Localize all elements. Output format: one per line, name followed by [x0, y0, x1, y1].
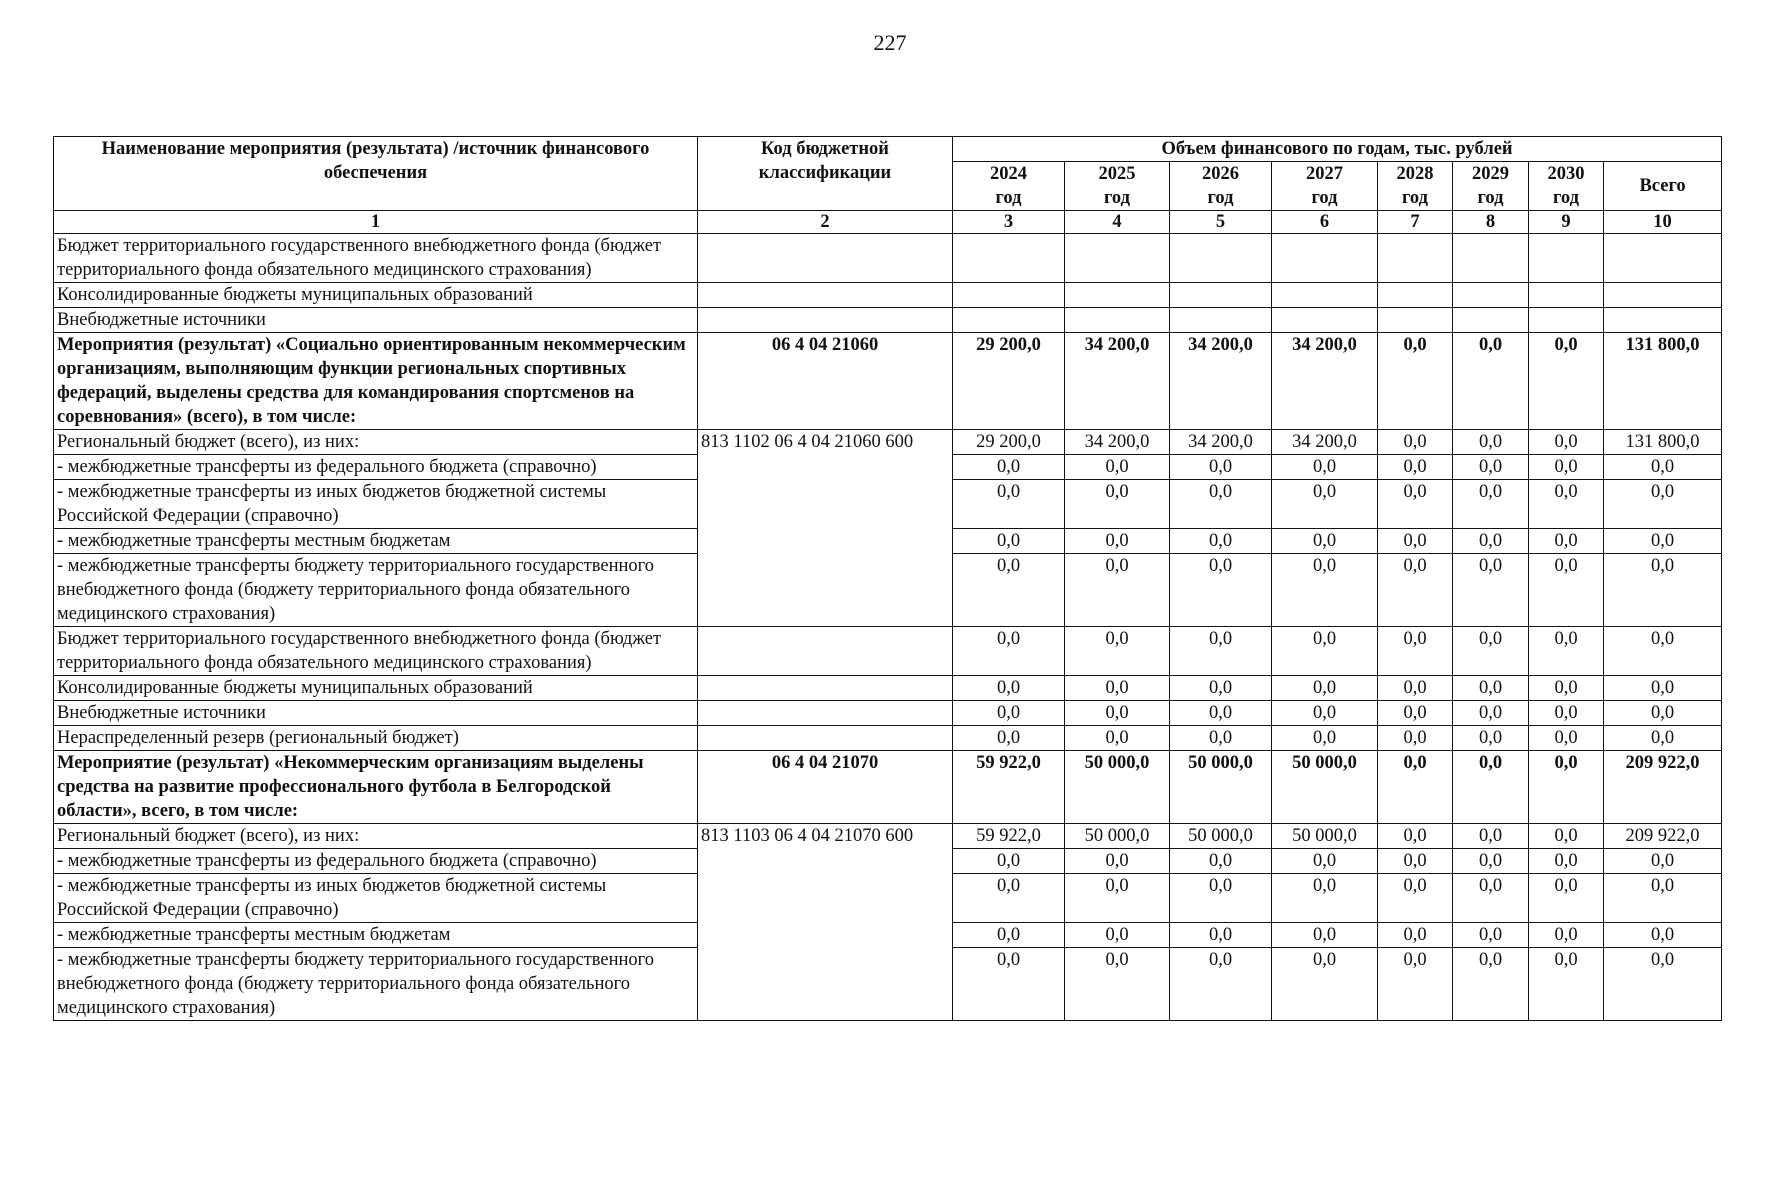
- year-value: 0,0: [1065, 726, 1170, 751]
- row-name: - межбюджетные трансферты из иных бюджетов бюджетной системы Российской Федерации (справочно): [54, 480, 698, 529]
- year-value: 34 200,0: [1170, 333, 1272, 430]
- year-value: 0,0: [1065, 874, 1170, 923]
- year-value: 0,0: [953, 627, 1065, 676]
- year-value: 0,0: [1378, 480, 1453, 529]
- budget-code: [698, 701, 953, 726]
- year-value: [1272, 283, 1378, 308]
- row-name: - межбюджетные трансферты бюджету территориального государственного внебюджетного фонда (бюджету территориального фонда обязательного медицинского страхования): [54, 554, 698, 627]
- header-name: Наименование мероприятия (результата) /источник финансового обеспечения: [54, 137, 698, 211]
- year-value: 0,0: [1170, 948, 1272, 1021]
- year-value: [1529, 283, 1604, 308]
- table-row: [54, 824, 1722, 849]
- year-value: 0,0: [1453, 480, 1529, 529]
- year-value: [1065, 283, 1170, 308]
- year-value: 0,0: [1272, 627, 1378, 676]
- year-value: 0,0: [1529, 430, 1604, 455]
- year-value: [1453, 234, 1529, 283]
- row-name: Консолидированные бюджеты муниципальных образований: [54, 283, 698, 308]
- year-value: [1065, 234, 1170, 283]
- year-value: 0,0: [1065, 529, 1170, 554]
- year-value: 0,0: [1170, 480, 1272, 529]
- year-value: 0,0: [1272, 923, 1378, 948]
- year-value: 0,0: [1272, 701, 1378, 726]
- year-value: 50 000,0: [1272, 824, 1378, 849]
- year-value: 0,0: [953, 554, 1065, 627]
- total-value: 0,0: [1604, 455, 1722, 480]
- column-index: 6: [1272, 211, 1378, 234]
- row-name: Региональный бюджет (всего), из них:: [54, 824, 698, 849]
- year-value: 0,0: [1170, 701, 1272, 726]
- year-value: 0,0: [1378, 627, 1453, 676]
- year-value: 0,0: [1378, 751, 1453, 824]
- year-value: 0,0: [1529, 923, 1604, 948]
- table-header: [54, 137, 1722, 234]
- column-index: 8: [1453, 211, 1529, 234]
- year-value: [1378, 283, 1453, 308]
- year-value: 0,0: [953, 874, 1065, 923]
- year-value: 0,0: [1378, 430, 1453, 455]
- year-value: 0,0: [1529, 948, 1604, 1021]
- total-value: [1604, 308, 1722, 333]
- year-value: 0,0: [1529, 455, 1604, 480]
- year-value: 0,0: [1272, 480, 1378, 529]
- year-value: 0,0: [1529, 333, 1604, 430]
- column-index: 1: [54, 211, 698, 234]
- year-value: 0,0: [1529, 676, 1604, 701]
- total-value: 0,0: [1604, 529, 1722, 554]
- year-value: 0,0: [1529, 824, 1604, 849]
- total-value: [1604, 234, 1722, 283]
- year-value: 0,0: [1065, 455, 1170, 480]
- year-value: 50 000,0: [1272, 751, 1378, 824]
- year-value: 34 200,0: [1272, 430, 1378, 455]
- year-value: 50 000,0: [1170, 824, 1272, 849]
- row-name: Региональный бюджет (всего), из них:: [54, 430, 698, 455]
- year-value: 0,0: [1529, 701, 1604, 726]
- year-value: 0,0: [953, 726, 1065, 751]
- column-index: 7: [1378, 211, 1453, 234]
- year-value: 0,0: [1529, 529, 1604, 554]
- total-value: 0,0: [1604, 923, 1722, 948]
- year-value: [1272, 234, 1378, 283]
- total-value: 0,0: [1604, 701, 1722, 726]
- table-row: [54, 430, 1722, 455]
- year-value: 34 200,0: [1065, 333, 1170, 430]
- budget-code: 06 4 04 21060: [698, 333, 953, 430]
- year-value: 0,0: [1453, 849, 1529, 874]
- year-value: 0,0: [1529, 874, 1604, 923]
- year-value: 0,0: [1170, 627, 1272, 676]
- year-value: 0,0: [1065, 923, 1170, 948]
- total-value: 0,0: [1604, 849, 1722, 874]
- year-value: 59 922,0: [953, 824, 1065, 849]
- total-value: 0,0: [1604, 480, 1722, 529]
- total-value: 0,0: [1604, 554, 1722, 627]
- table-row: [54, 701, 1722, 726]
- total-value: [1604, 283, 1722, 308]
- year-value: 0,0: [1453, 455, 1529, 480]
- year-value: 0,0: [953, 923, 1065, 948]
- year-value: 0,0: [1378, 923, 1453, 948]
- row-name: Бюджет территориального государственного внебюджетного фонда (бюджет территориального фонда обязательного медицинского страхования): [54, 234, 698, 283]
- row-name: Мероприятия (результат) «Социально ориентированным некоммерческим организациям, выполняющим функции региональных спортивных федераций, выделены средства для командирования спортсменов на соревнования» (всего), в том числе:: [54, 333, 698, 430]
- year-value: 0,0: [1529, 849, 1604, 874]
- table-row: [54, 333, 1722, 430]
- table-row: [54, 283, 1722, 308]
- column-index: 4: [1065, 211, 1170, 234]
- year-value: 0,0: [1453, 554, 1529, 627]
- year-value: 0,0: [1065, 948, 1170, 1021]
- page-number: 227: [873, 30, 907, 55]
- year-value: [1529, 308, 1604, 333]
- column-index: 10: [1604, 211, 1722, 234]
- year-value: 0,0: [953, 529, 1065, 554]
- year-value: 59 922,0: [953, 751, 1065, 824]
- budget-code: 06 4 04 21070: [698, 751, 953, 824]
- year-value: 0,0: [1170, 726, 1272, 751]
- year-value: [953, 234, 1065, 283]
- row-name: Внебюджетные источники: [54, 308, 698, 333]
- year-value: 0,0: [1453, 333, 1529, 430]
- budget-code: 813 1103 06 4 04 21070 600: [698, 824, 953, 1021]
- header-year: 2029 год: [1453, 162, 1529, 211]
- table-row: [54, 308, 1722, 333]
- year-value: 0,0: [1529, 726, 1604, 751]
- row-name: - межбюджетные трансферты местным бюджетам: [54, 529, 698, 554]
- table-row: [54, 751, 1722, 824]
- row-name: Нераспределенный резерв (региональный бюджет): [54, 726, 698, 751]
- year-value: 0,0: [1170, 923, 1272, 948]
- table-row: [54, 627, 1722, 676]
- table-body: [54, 234, 1722, 1021]
- year-value: 0,0: [1272, 455, 1378, 480]
- total-value: 0,0: [1604, 676, 1722, 701]
- total-value: 131 800,0: [1604, 430, 1722, 455]
- year-value: 0,0: [953, 849, 1065, 874]
- year-value: 0,0: [1378, 529, 1453, 554]
- year-value: 50 000,0: [1170, 751, 1272, 824]
- year-value: 0,0: [1453, 701, 1529, 726]
- budget-code: 813 1102 06 4 04 21060 600: [698, 430, 953, 627]
- budget-code: [698, 726, 953, 751]
- year-value: 0,0: [1378, 701, 1453, 726]
- year-value: [953, 308, 1065, 333]
- year-value: 0,0: [1170, 849, 1272, 874]
- row-name: - межбюджетные трансферты бюджету территориального государственного внебюджетного фонда (бюджету территориального фонда обязательного медицинского страхования): [54, 948, 698, 1021]
- year-value: 0,0: [1453, 874, 1529, 923]
- row-name: Бюджет территориального государственного внебюджетного фонда (бюджет территориального фонда обязательного медицинского страхования): [54, 627, 698, 676]
- year-value: 0,0: [1453, 923, 1529, 948]
- year-value: [1170, 234, 1272, 283]
- year-value: [1170, 308, 1272, 333]
- year-value: 0,0: [1065, 676, 1170, 701]
- year-value: 0,0: [1272, 948, 1378, 1021]
- year-value: 0,0: [1378, 676, 1453, 701]
- year-value: 34 200,0: [1065, 430, 1170, 455]
- row-name: - межбюджетные трансферты из иных бюджетов бюджетной системы Российской Федерации (справочно): [54, 874, 698, 923]
- year-value: 0,0: [1453, 627, 1529, 676]
- budget-code: [698, 283, 953, 308]
- year-value: 0,0: [1065, 554, 1170, 627]
- budget-code: [698, 234, 953, 283]
- column-index: 3: [953, 211, 1065, 234]
- year-value: [1272, 308, 1378, 333]
- year-value: 0,0: [1065, 849, 1170, 874]
- year-value: 0,0: [1529, 480, 1604, 529]
- row-name: Внебюджетные источники: [54, 701, 698, 726]
- table-row: [54, 676, 1722, 701]
- year-value: [1065, 308, 1170, 333]
- total-value: 209 922,0: [1604, 824, 1722, 849]
- header-year: 2027 год: [1272, 162, 1378, 211]
- year-value: 0,0: [1529, 627, 1604, 676]
- year-value: [1453, 308, 1529, 333]
- year-value: [1529, 234, 1604, 283]
- year-value: 50 000,0: [1065, 751, 1170, 824]
- header-year: 2028 год: [1378, 162, 1453, 211]
- year-value: 0,0: [1378, 874, 1453, 923]
- row-name: - межбюджетные трансферты из федерального бюджета (справочно): [54, 849, 698, 874]
- year-value: 0,0: [953, 948, 1065, 1021]
- year-value: 0,0: [1453, 430, 1529, 455]
- year-value: 0,0: [1378, 849, 1453, 874]
- year-value: 0,0: [1272, 874, 1378, 923]
- budget-code: [698, 308, 953, 333]
- row-name: Консолидированные бюджеты муниципальных образований: [54, 676, 698, 701]
- year-value: 0,0: [1378, 726, 1453, 751]
- table-row: [54, 234, 1722, 283]
- year-value: 0,0: [1378, 333, 1453, 430]
- year-value: 0,0: [1453, 824, 1529, 849]
- header-year: 2030 год: [1529, 162, 1604, 211]
- year-value: 0,0: [1453, 676, 1529, 701]
- header-year: 2024 год: [953, 162, 1065, 211]
- year-value: 0,0: [1170, 554, 1272, 627]
- year-value: [1453, 283, 1529, 308]
- row-name: - межбюджетные трансферты из федерального бюджета (справочно): [54, 455, 698, 480]
- year-value: 0,0: [1378, 455, 1453, 480]
- year-value: 0,0: [1272, 529, 1378, 554]
- year-value: 0,0: [1272, 726, 1378, 751]
- header-year: 2026 год: [1170, 162, 1272, 211]
- year-value: 0,0: [1170, 455, 1272, 480]
- year-value: 0,0: [953, 701, 1065, 726]
- year-value: 0,0: [953, 480, 1065, 529]
- year-value: 0,0: [953, 676, 1065, 701]
- header-total: Всего: [1604, 162, 1722, 211]
- year-value: 0,0: [1378, 948, 1453, 1021]
- year-value: 34 200,0: [1170, 430, 1272, 455]
- year-value: [1378, 234, 1453, 283]
- year-value: [953, 283, 1065, 308]
- financing-table: [53, 136, 1722, 1021]
- year-value: 0,0: [1453, 751, 1529, 824]
- total-value: 0,0: [1604, 874, 1722, 923]
- year-value: 0,0: [1453, 726, 1529, 751]
- year-value: 0,0: [953, 455, 1065, 480]
- budget-code: [698, 676, 953, 701]
- year-value: 0,0: [1065, 701, 1170, 726]
- year-value: 0,0: [1529, 554, 1604, 627]
- year-value: 0,0: [1170, 676, 1272, 701]
- year-value: 29 200,0: [953, 333, 1065, 430]
- header-code: Код бюджетной классификации: [698, 137, 953, 211]
- year-value: 0,0: [1272, 676, 1378, 701]
- total-value: 0,0: [1604, 627, 1722, 676]
- header-volume: Объем финансового по годам, тыс. рублей: [953, 137, 1722, 162]
- row-name: - межбюджетные трансферты местным бюджетам: [54, 923, 698, 948]
- year-value: 0,0: [1378, 554, 1453, 627]
- year-value: 29 200,0: [953, 430, 1065, 455]
- year-value: 0,0: [1529, 751, 1604, 824]
- year-value: 0,0: [1272, 554, 1378, 627]
- total-value: 0,0: [1604, 726, 1722, 751]
- year-value: 50 000,0: [1065, 824, 1170, 849]
- total-value: 131 800,0: [1604, 333, 1722, 430]
- table-row: [54, 726, 1722, 751]
- column-index: 5: [1170, 211, 1272, 234]
- year-value: 0,0: [1272, 849, 1378, 874]
- year-value: 0,0: [1378, 824, 1453, 849]
- year-value: 0,0: [1065, 480, 1170, 529]
- budget-code: [698, 627, 953, 676]
- year-value: 0,0: [1170, 529, 1272, 554]
- total-value: 209 922,0: [1604, 751, 1722, 824]
- row-name: Мероприятие (результат) «Некоммерческим организациям выделены средства на развитие профессионального футбола в Белгородской области», всего, в том числе:: [54, 751, 698, 824]
- column-index: 9: [1529, 211, 1604, 234]
- year-value: [1170, 283, 1272, 308]
- year-value: [1378, 308, 1453, 333]
- year-value: 0,0: [1170, 874, 1272, 923]
- year-value: 0,0: [1453, 948, 1529, 1021]
- year-value: 34 200,0: [1272, 333, 1378, 430]
- header-year: 2025 год: [1065, 162, 1170, 211]
- year-value: 0,0: [1453, 529, 1529, 554]
- year-value: 0,0: [1065, 627, 1170, 676]
- column-index: 2: [698, 211, 953, 234]
- total-value: 0,0: [1604, 948, 1722, 1021]
